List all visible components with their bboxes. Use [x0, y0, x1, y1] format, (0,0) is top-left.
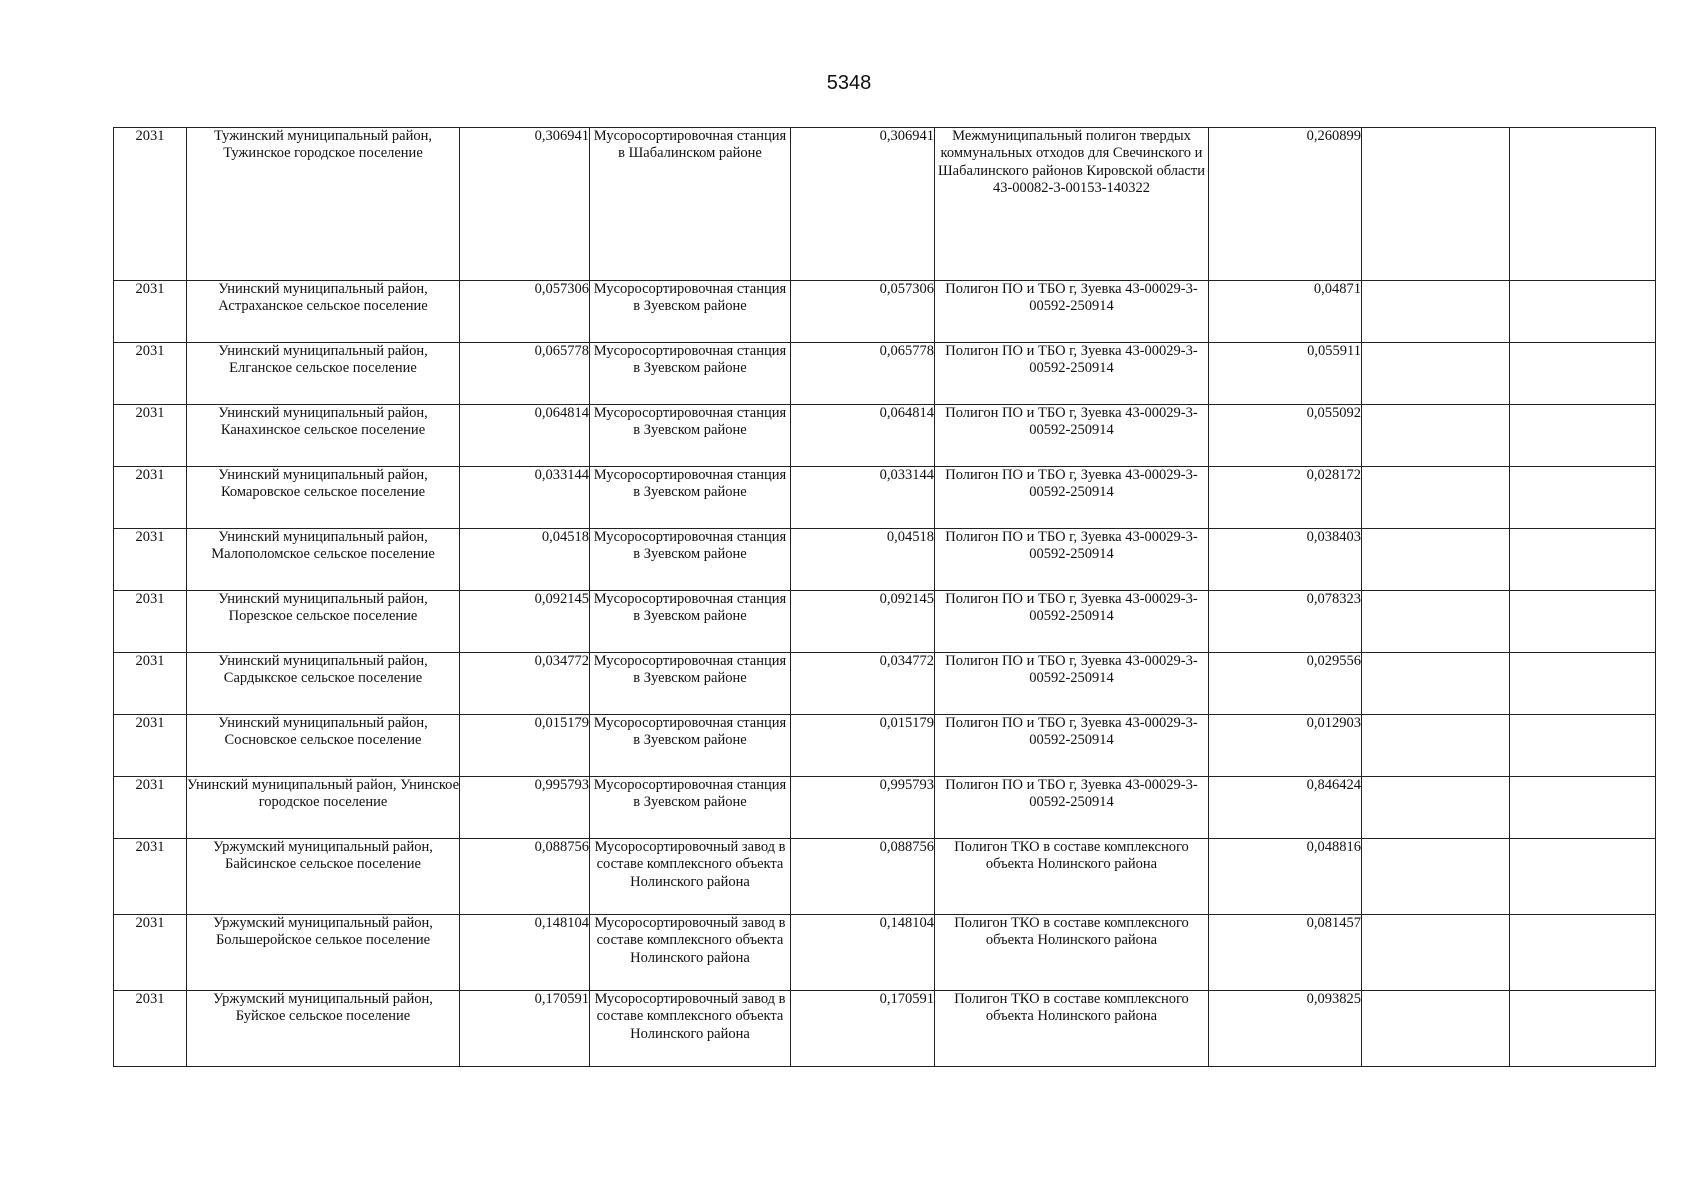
- station-cell: Мусоросортировочная станция в Зуевском районе: [590, 281, 791, 343]
- year-cell: 2031: [114, 281, 187, 343]
- polygon-cell: Полигон ТКО в составе комплексного объекта Нолинского района: [935, 991, 1209, 1067]
- empty-cell: [1510, 653, 1656, 715]
- municipality-cell: Унинский муниципальный район, Сосновское сельское поселение: [187, 715, 460, 777]
- value1-cell: 0,065778: [460, 343, 590, 405]
- value1-cell: 0,04518: [460, 529, 590, 591]
- municipality-cell: Унинский муниципальный район, Унинское городское поселение: [187, 777, 460, 839]
- station-cell: Мусоросортировочный завод в составе комплексного объекта Нолинского района: [590, 915, 791, 991]
- value3-cell: 0,260899: [1209, 128, 1362, 281]
- year-cell: 2031: [114, 915, 187, 991]
- value2-cell: 0,057306: [791, 281, 935, 343]
- value1-cell: 0,057306: [460, 281, 590, 343]
- empty-cell: [1510, 715, 1656, 777]
- value3-cell: 0,078323: [1209, 591, 1362, 653]
- value1-cell: 0,015179: [460, 715, 590, 777]
- polygon-cell: Полигон ПО и ТБО г, Зуевка 43-00029-3-00592-250914: [935, 777, 1209, 839]
- polygon-cell: Полигон ТКО в составе комплексного объекта Нолинского района: [935, 839, 1209, 915]
- municipality-cell: Унинский муниципальный район, Порезское сельское поселение: [187, 591, 460, 653]
- empty-cell: [1510, 991, 1656, 1067]
- value1-cell: 0,034772: [460, 653, 590, 715]
- value2-cell: 0,065778: [791, 343, 935, 405]
- value2-cell: 0,092145: [791, 591, 935, 653]
- table-row: [114, 343, 1656, 405]
- value2-cell: 0,015179: [791, 715, 935, 777]
- empty-cell: [1362, 529, 1510, 591]
- polygon-cell: Полигон ПО и ТБО г, Зуевка 43-00029-3-00592-250914: [935, 281, 1209, 343]
- station-cell: Мусоросортировочная станция в Зуевском районе: [590, 343, 791, 405]
- empty-cell: [1362, 991, 1510, 1067]
- empty-cell: [1510, 915, 1656, 991]
- empty-cell: [1510, 591, 1656, 653]
- value1-cell: 0,170591: [460, 991, 590, 1067]
- empty-cell: [1362, 777, 1510, 839]
- year-cell: 2031: [114, 128, 187, 281]
- table-row: [114, 467, 1656, 529]
- value3-cell: 0,029556: [1209, 653, 1362, 715]
- waste-flow-table: [113, 127, 1656, 1067]
- empty-cell: [1362, 467, 1510, 529]
- value1-cell: 0,092145: [460, 591, 590, 653]
- polygon-cell: Полигон ПО и ТБО г, Зуевка 43-00029-3-00592-250914: [935, 591, 1209, 653]
- value1-cell: 0,306941: [460, 128, 590, 281]
- station-cell: Мусоросортировочная станция в Зуевском районе: [590, 715, 791, 777]
- table-row: [114, 915, 1656, 991]
- value2-cell: 0,088756: [791, 839, 935, 915]
- municipality-cell: Уржумский муниципальный район, Большеройское селькое поселение: [187, 915, 460, 991]
- empty-cell: [1362, 128, 1510, 281]
- station-cell: Мусоросортировочная станция в Шабалинском районе: [590, 128, 791, 281]
- year-cell: 2031: [114, 467, 187, 529]
- station-cell: Мусоросортировочная станция в Зуевском районе: [590, 777, 791, 839]
- value1-cell: 0,995793: [460, 777, 590, 839]
- empty-cell: [1362, 715, 1510, 777]
- empty-cell: [1510, 467, 1656, 529]
- value2-cell: 0,034772: [791, 653, 935, 715]
- empty-cell: [1362, 281, 1510, 343]
- municipality-cell: Тужинский муниципальный район, Тужинское городское поселение: [187, 128, 460, 281]
- municipality-cell: Уржумский муниципальный район, Буйское сельское поселение: [187, 991, 460, 1067]
- value2-cell: 0,033144: [791, 467, 935, 529]
- value3-cell: 0,093825: [1209, 991, 1362, 1067]
- year-cell: 2031: [114, 529, 187, 591]
- empty-cell: [1510, 839, 1656, 915]
- empty-cell: [1362, 343, 1510, 405]
- value2-cell: 0,064814: [791, 405, 935, 467]
- station-cell: Мусоросортировочный завод в составе комплексного объекта Нолинского района: [590, 991, 791, 1067]
- value3-cell: 0,028172: [1209, 467, 1362, 529]
- empty-cell: [1510, 405, 1656, 467]
- table-row: [114, 777, 1656, 839]
- page-number: 5348: [826, 72, 872, 94]
- municipality-cell: Унинский муниципальный район, Елганское сельское поселение: [187, 343, 460, 405]
- station-cell: Мусоросортировочная станция в Зуевском районе: [590, 405, 791, 467]
- empty-cell: [1510, 343, 1656, 405]
- polygon-cell: Полигон ПО и ТБО г, Зуевка 43-00029-3-00592-250914: [935, 653, 1209, 715]
- empty-cell: [1362, 915, 1510, 991]
- value3-cell: 0,048816: [1209, 839, 1362, 915]
- polygon-cell: Полигон ПО и ТБО г, Зуевка 43-00029-3-00592-250914: [935, 529, 1209, 591]
- table-row: [114, 715, 1656, 777]
- empty-cell: [1362, 839, 1510, 915]
- value3-cell: 0,055092: [1209, 405, 1362, 467]
- value1-cell: 0,064814: [460, 405, 590, 467]
- value2-cell: 0,995793: [791, 777, 935, 839]
- empty-cell: [1362, 405, 1510, 467]
- station-cell: Мусоросортировочная станция в Зуевском районе: [590, 591, 791, 653]
- table-body: [114, 128, 1656, 1067]
- empty-cell: [1362, 653, 1510, 715]
- polygon-cell: Полигон ПО и ТБО г, Зуевка 43-00029-3-00592-250914: [935, 467, 1209, 529]
- polygon-cell: Полигон ТКО в составе комплексного объекта Нолинского района: [935, 915, 1209, 991]
- polygon-cell: Полигон ПО и ТБО г, Зуевка 43-00029-3-00592-250914: [935, 343, 1209, 405]
- year-cell: 2031: [114, 777, 187, 839]
- municipality-cell: Унинский муниципальный район, Канахинское сельское поселение: [187, 405, 460, 467]
- municipality-cell: Унинский муниципальный район, Сардыкское сельское поселение: [187, 653, 460, 715]
- polygon-cell: Полигон ПО и ТБО г, Зуевка 43-00029-3-00592-250914: [935, 405, 1209, 467]
- table-row: [114, 529, 1656, 591]
- municipality-cell: Уржумский муниципальный район, Байсинское сельское поселение: [187, 839, 460, 915]
- year-cell: 2031: [114, 715, 187, 777]
- table-row: [114, 281, 1656, 343]
- table-row: [114, 128, 1656, 281]
- value1-cell: 0,088756: [460, 839, 590, 915]
- table-row: [114, 991, 1656, 1067]
- municipality-cell: Унинский муниципальный район, Малополомское сельское поселение: [187, 529, 460, 591]
- value3-cell: 0,055911: [1209, 343, 1362, 405]
- table-row: [114, 653, 1656, 715]
- value3-cell: 0,081457: [1209, 915, 1362, 991]
- year-cell: 2031: [114, 839, 187, 915]
- value3-cell: 0,846424: [1209, 777, 1362, 839]
- year-cell: 2031: [114, 343, 187, 405]
- year-cell: 2031: [114, 653, 187, 715]
- value2-cell: 0,170591: [791, 991, 935, 1067]
- municipality-cell: Унинский муниципальный район, Комаровское сельское поселение: [187, 467, 460, 529]
- municipality-cell: Унинский муниципальный район, Астраханское сельское поселение: [187, 281, 460, 343]
- table-row: [114, 591, 1656, 653]
- empty-cell: [1510, 777, 1656, 839]
- station-cell: Мусоросортировочный завод в составе комплексного объекта Нолинского района: [590, 839, 791, 915]
- station-cell: Мусоросортировочная станция в Зуевском районе: [590, 653, 791, 715]
- year-cell: 2031: [114, 591, 187, 653]
- value2-cell: 0,148104: [791, 915, 935, 991]
- year-cell: 2031: [114, 405, 187, 467]
- empty-cell: [1510, 281, 1656, 343]
- value2-cell: 0,04518: [791, 529, 935, 591]
- table-row: [114, 839, 1656, 915]
- empty-cell: [1362, 591, 1510, 653]
- value1-cell: 0,033144: [460, 467, 590, 529]
- value2-cell: 0,306941: [791, 128, 935, 281]
- polygon-cell: Полигон ПО и ТБО г, Зуевка 43-00029-3-00592-250914: [935, 715, 1209, 777]
- value3-cell: 0,012903: [1209, 715, 1362, 777]
- year-cell: 2031: [114, 991, 187, 1067]
- table-row: [114, 405, 1656, 467]
- value3-cell: 0,038403: [1209, 529, 1362, 591]
- station-cell: Мусоросортировочная станция в Зуевском районе: [590, 529, 791, 591]
- empty-cell: [1510, 529, 1656, 591]
- empty-cell: [1510, 128, 1656, 281]
- station-cell: Мусоросортировочная станция в Зуевском районе: [590, 467, 791, 529]
- polygon-cell: Межмуниципальный полигон твердых коммунальных отходов для Свечинского и Шабалинского районов Кировской области 43-00082-3-00153-140322: [935, 128, 1209, 281]
- value1-cell: 0,148104: [460, 915, 590, 991]
- value3-cell: 0,04871: [1209, 281, 1362, 343]
